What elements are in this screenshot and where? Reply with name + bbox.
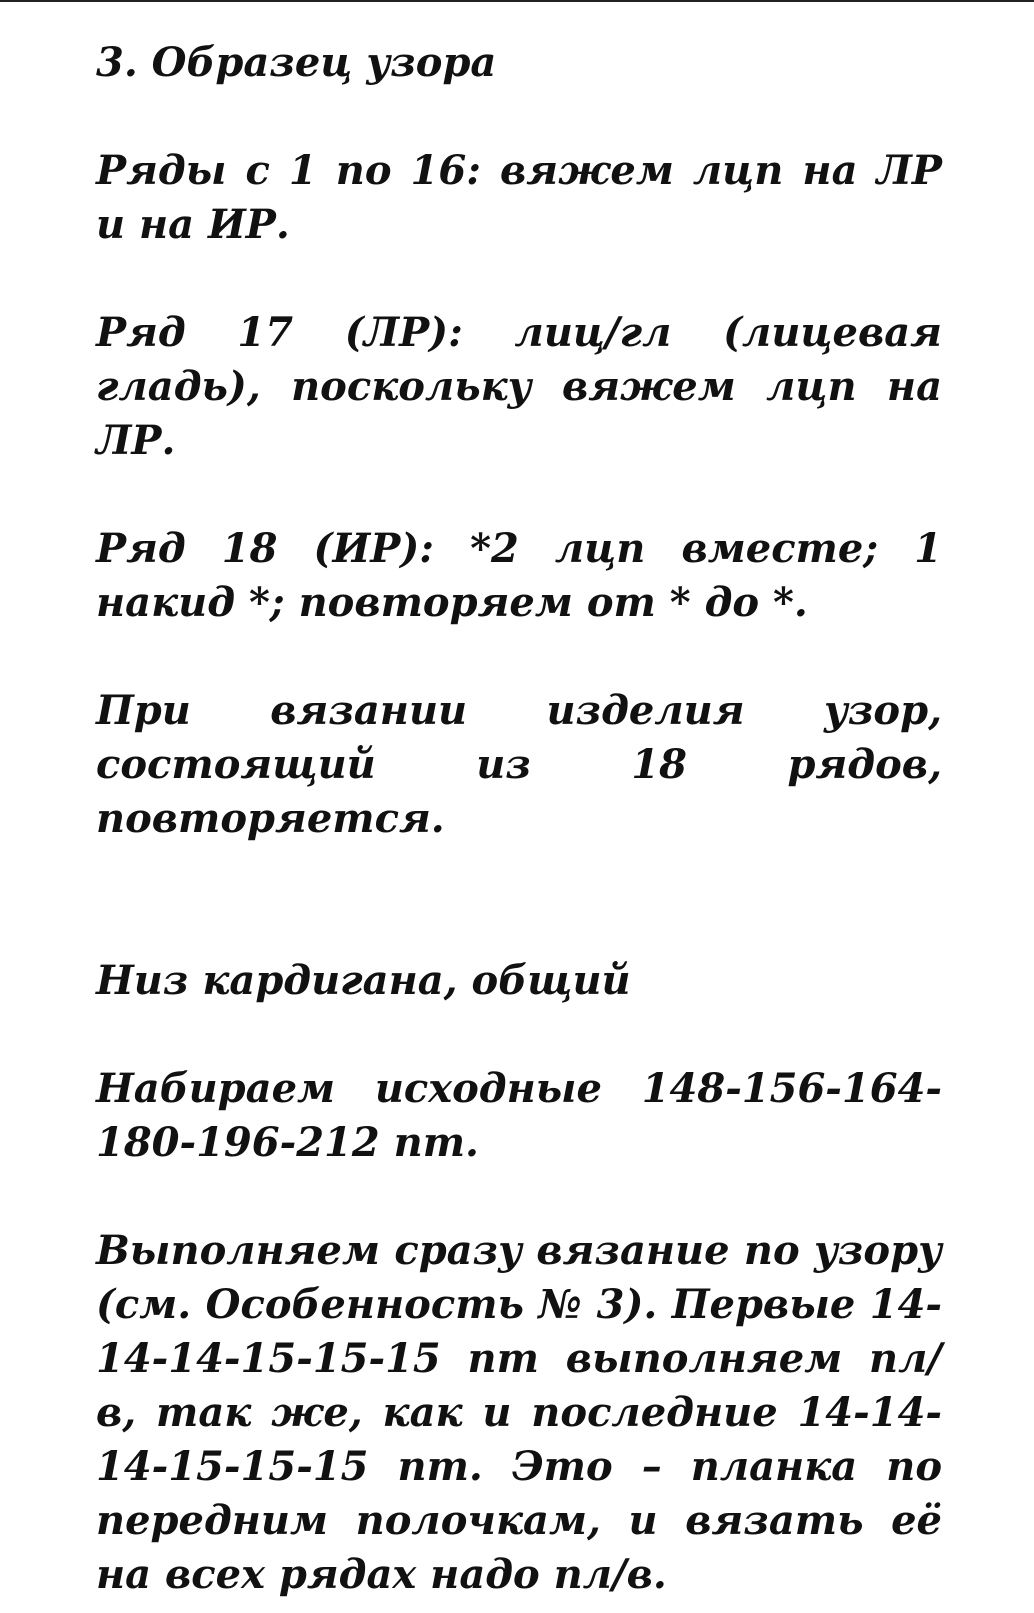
subheading: Низ кардигана, общий (96, 957, 631, 1004)
top-divider (0, 0, 1034, 2)
section-title: 3. Образец узора (96, 39, 497, 86)
paragraph-cast-on: Набираем исходные 148-156-164-180-196-212 пт. (96, 1065, 942, 1166)
paragraph-body: Выполняем сразу вязание по узору (см. Особенность № 3). Первые 14-14-14-15-15-15 пт выполняем пл/в, так же, как и последние 14-14-14-15-15-15 пт. Это – планка по передним полочкам, и вязать её на всех рядах надо пл/в. (96, 1227, 942, 1598)
paragraph-rows-1-16: Ряды с 1 по 16: вяжем лцп на ЛР и на ИР. (96, 147, 942, 248)
paragraph-row-18: Ряд 18 (ИР): *2 лцп вместе; 1 накид *; повторяем от * до *. (96, 525, 942, 626)
document-page (96, 36, 942, 1602)
paragraph-repeat-note: При вязании изделия узор, состоящий из 18 рядов, повторяется. (96, 687, 942, 842)
paragraph-row-17: Ряд 17 (ЛР): лиц/гл (лицевая гладь), поскольку вяжем лцп на ЛР. (96, 309, 942, 464)
